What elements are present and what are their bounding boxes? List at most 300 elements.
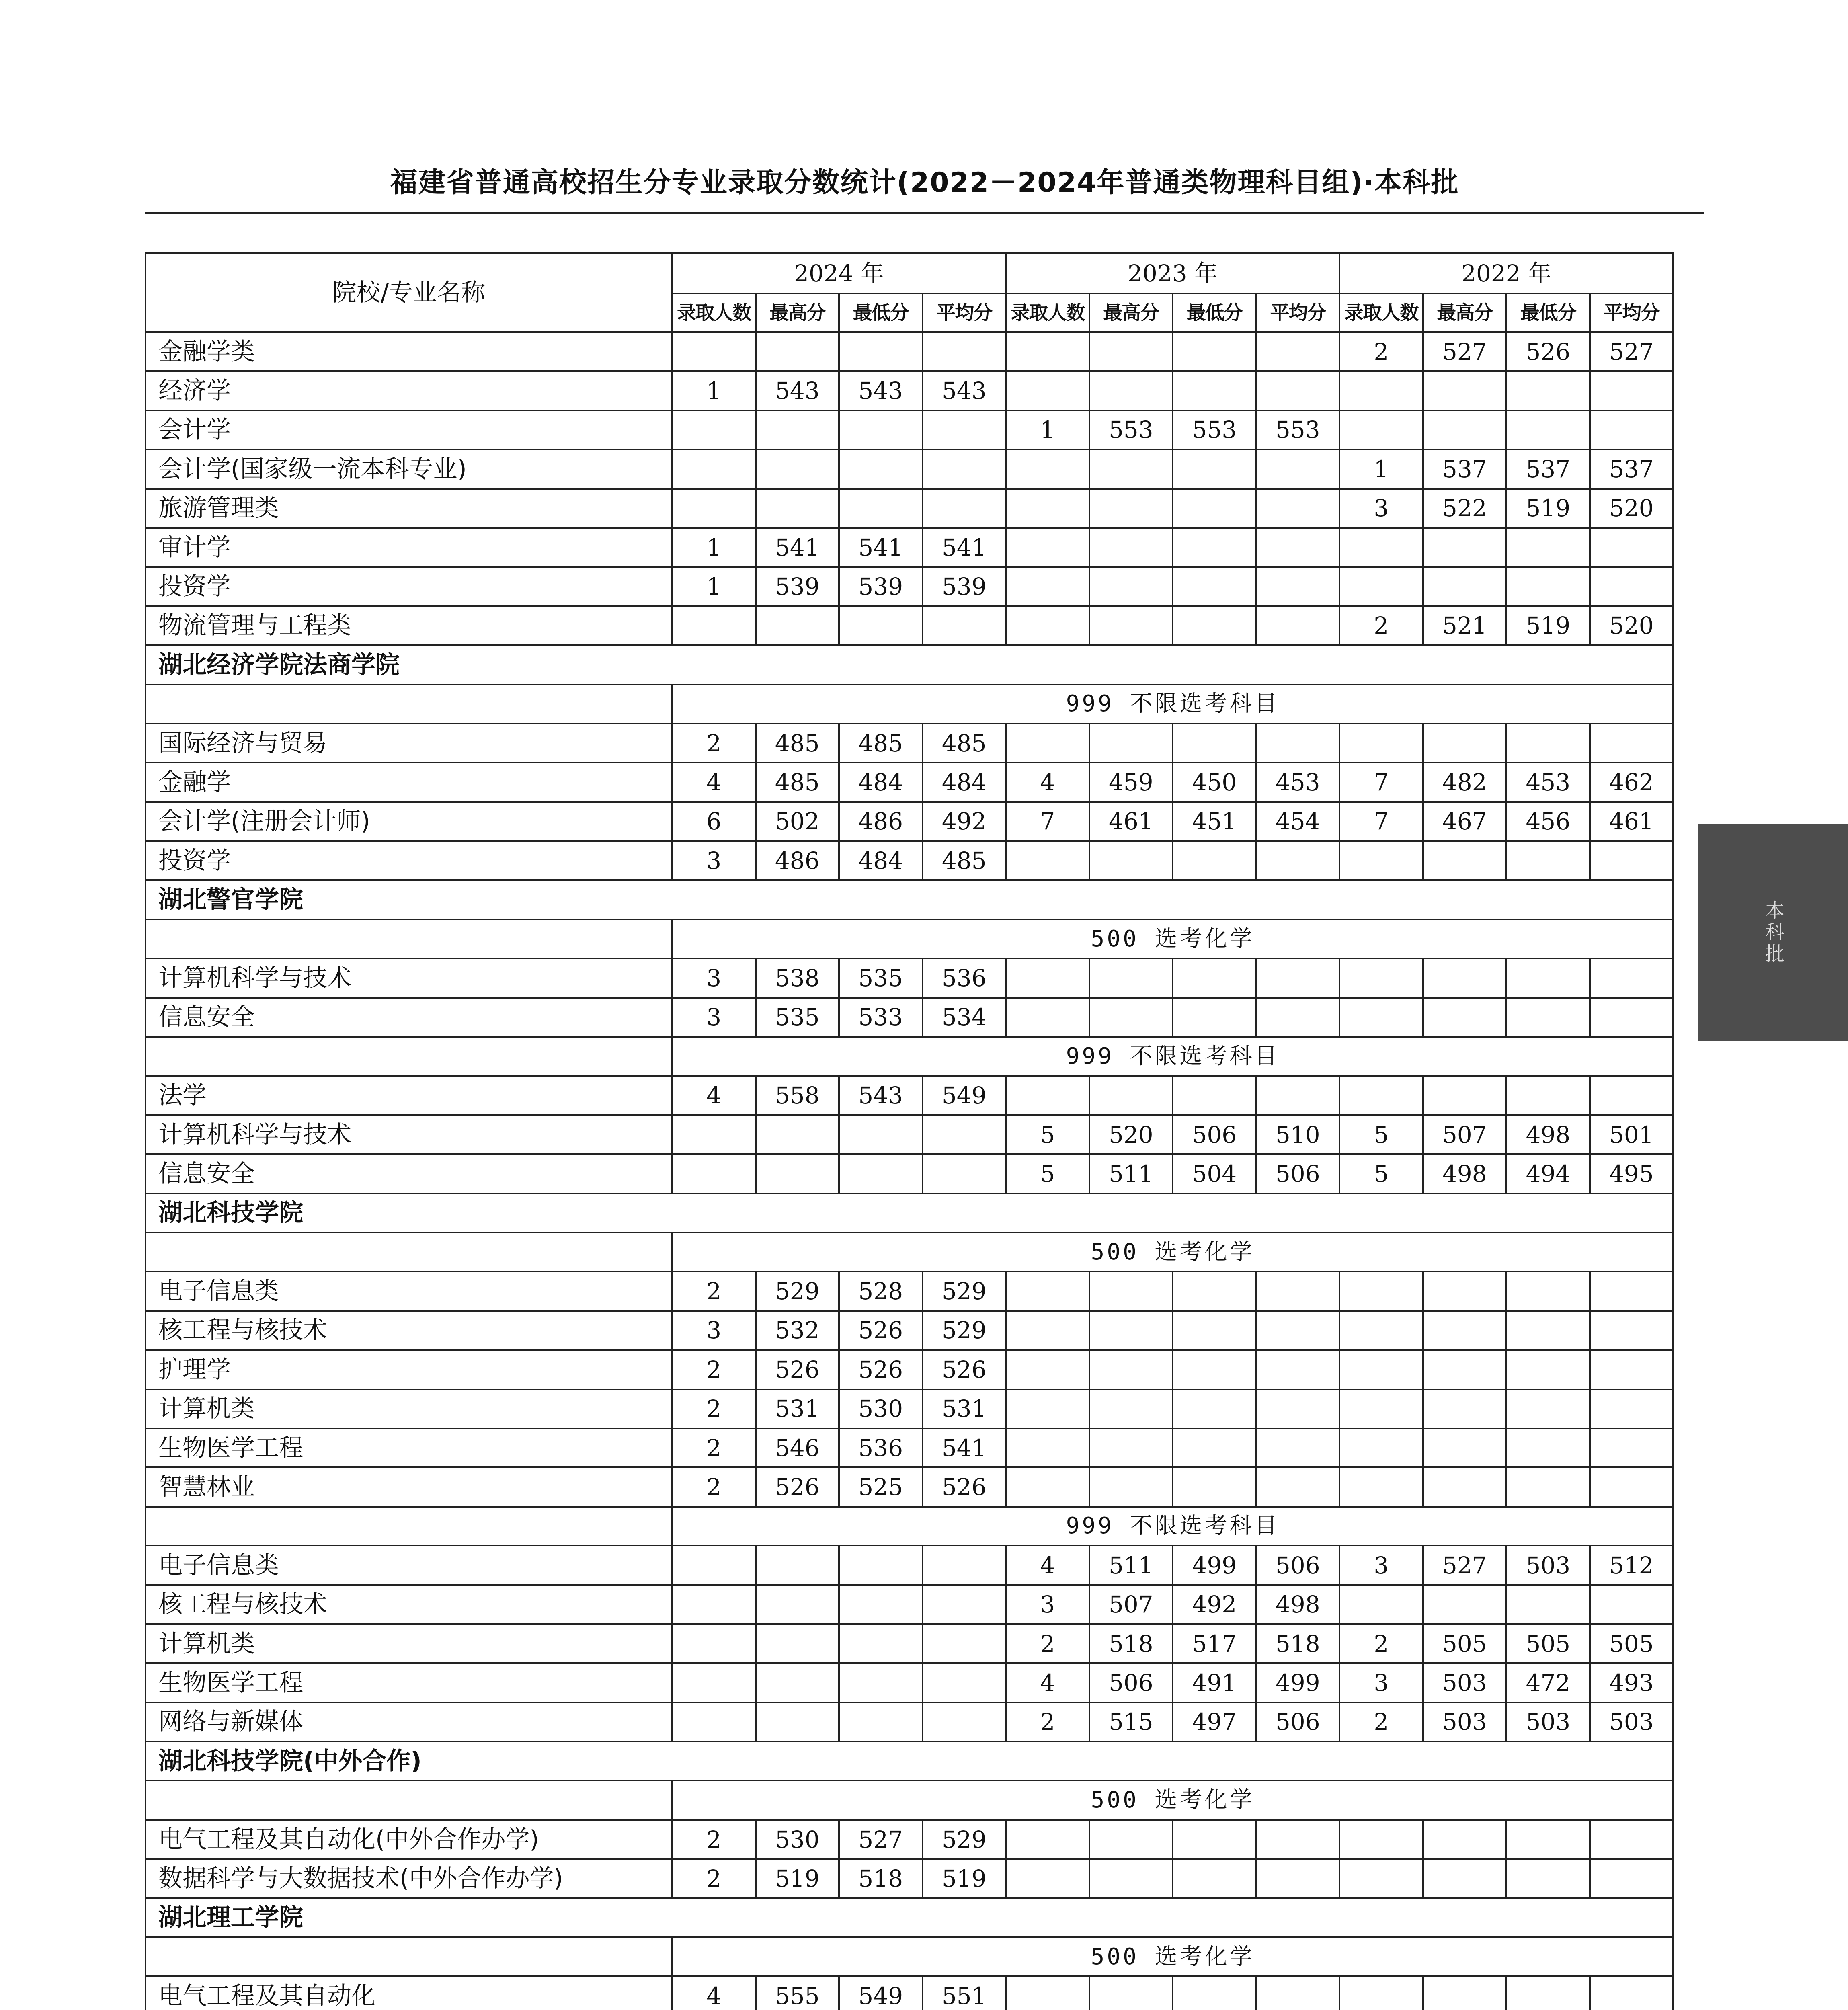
y2024-avg-cell xyxy=(923,1546,1006,1585)
y2023-max-cell xyxy=(1089,489,1173,528)
y2022-avg-cell xyxy=(1590,841,1674,880)
major-name: 网络与新媒体 xyxy=(146,1702,672,1741)
y2022-max-cell xyxy=(1423,1272,1507,1311)
table-row xyxy=(146,371,1673,410)
y2022-max-cell xyxy=(1423,1820,1507,1859)
y2023-avg-cell xyxy=(1256,567,1340,606)
sub-header-admitted: 录取人数 xyxy=(1006,293,1089,332)
subject-requirement-row xyxy=(146,1507,1673,1546)
y2023-max-cell: 511 xyxy=(1089,1154,1173,1193)
y2022-max-cell: 503 xyxy=(1423,1663,1507,1702)
y2024-max-cell xyxy=(756,1154,839,1193)
school-row xyxy=(146,645,1673,684)
y2024-admitted-cell: 3 xyxy=(672,998,756,1037)
y2022-admitted-cell xyxy=(1339,1859,1423,1898)
y2023-max-cell xyxy=(1089,567,1173,606)
y2023-admitted-cell: 1 xyxy=(1006,410,1089,449)
y2024-max-cell: 543 xyxy=(756,371,839,410)
y2023-admitted-cell xyxy=(1006,1311,1089,1350)
sub-header-max: 最高分 xyxy=(756,293,839,332)
y2024-admitted-cell: 2 xyxy=(672,1389,756,1428)
y2024-max-cell: 526 xyxy=(756,1350,839,1389)
y2024-admitted-cell: 2 xyxy=(672,1820,756,1859)
y2024-min-cell xyxy=(839,606,923,645)
y2022-max-cell: 527 xyxy=(1423,1546,1507,1585)
y2024-min-cell: 543 xyxy=(839,1076,923,1115)
y2023-avg-cell: 506 xyxy=(1256,1546,1340,1585)
table-row xyxy=(146,1702,1673,1741)
y2023-max-cell xyxy=(1089,998,1173,1037)
major-name: 审计学 xyxy=(146,528,672,567)
y2023-admitted-cell xyxy=(1006,841,1089,880)
sub-header-admitted: 录取人数 xyxy=(672,293,756,332)
y2023-admitted-cell xyxy=(1006,606,1089,645)
y2024-admitted-cell: 2 xyxy=(672,1272,756,1311)
y2023-avg-cell xyxy=(1256,724,1340,763)
y2023-min-cell xyxy=(1173,1389,1256,1428)
y2024-admitted-cell xyxy=(672,1624,756,1663)
subject-requirement: 500 选考化学 xyxy=(672,919,1673,958)
y2024-admitted-cell: 4 xyxy=(672,1076,756,1115)
y2024-max-cell: 486 xyxy=(756,841,839,880)
y2023-min-cell: 451 xyxy=(1173,802,1256,841)
y2023-max-cell xyxy=(1089,1820,1173,1859)
y2023-avg-cell xyxy=(1256,1467,1340,1506)
y2023-max-cell xyxy=(1089,1976,1173,2010)
y2024-min-cell: 525 xyxy=(839,1467,923,1506)
y2024-avg-cell xyxy=(923,410,1006,449)
y2022-max-cell xyxy=(1423,958,1507,997)
y2023-avg-cell xyxy=(1256,998,1340,1037)
y2024-min-cell xyxy=(839,1663,923,1702)
y2023-min-cell: 491 xyxy=(1173,1663,1256,1702)
table-row xyxy=(146,998,1673,1037)
major-name: 金融学类 xyxy=(146,332,672,371)
subject-requirement: 500 选考化学 xyxy=(672,1780,1673,1819)
y2022-min-cell xyxy=(1506,1272,1590,1311)
y2023-admitted-cell xyxy=(1006,567,1089,606)
y2024-min-cell: 527 xyxy=(839,1820,923,1859)
y2024-min-cell xyxy=(839,1115,923,1154)
y2022-avg-cell xyxy=(1590,371,1674,410)
y2022-avg-cell: 512 xyxy=(1590,1546,1674,1585)
y2022-avg-cell xyxy=(1590,998,1674,1037)
y2022-min-cell xyxy=(1506,528,1590,567)
y2024-avg-cell: 485 xyxy=(923,724,1006,763)
y2023-avg-cell xyxy=(1256,1076,1340,1115)
y2022-max-cell xyxy=(1423,1585,1507,1624)
y2022-min-cell xyxy=(1506,567,1590,606)
y2023-min-cell xyxy=(1173,1467,1256,1506)
y2024-min-cell: 549 xyxy=(839,1976,923,2010)
y2024-avg-cell xyxy=(923,1624,1006,1663)
table-row xyxy=(146,1546,1673,1585)
y2023-admitted-cell xyxy=(1006,1467,1089,1506)
sub-header-min: 最低分 xyxy=(1506,293,1590,332)
table-row xyxy=(146,1624,1673,1663)
y2022-min-cell xyxy=(1506,410,1590,449)
y2024-avg-cell: 526 xyxy=(923,1350,1006,1389)
y2023-admitted-cell xyxy=(1006,1976,1089,2010)
y2024-admitted-cell: 4 xyxy=(672,763,756,802)
subject-requirement: 999 不限选考科目 xyxy=(672,1037,1673,1076)
y2023-min-cell xyxy=(1173,1076,1256,1115)
y2022-min-cell xyxy=(1506,1311,1590,1350)
y2022-max-cell xyxy=(1423,1976,1507,2010)
sub-header-avg: 平均分 xyxy=(1590,293,1674,332)
y2022-admitted-cell xyxy=(1339,1311,1423,1350)
header-rule xyxy=(145,212,1704,214)
major-name: 计算机科学与技术 xyxy=(146,958,672,997)
y2023-avg-cell xyxy=(1256,606,1340,645)
y2024-min-cell: 526 xyxy=(839,1350,923,1389)
y2023-min-cell xyxy=(1173,998,1256,1037)
y2023-avg-cell: 553 xyxy=(1256,410,1340,449)
y2023-max-cell xyxy=(1089,1467,1173,1506)
table-row xyxy=(146,802,1673,841)
y2022-min-cell xyxy=(1506,1859,1590,1898)
y2023-min-cell xyxy=(1173,606,1256,645)
major-name: 信息安全 xyxy=(146,998,672,1037)
y2022-min-cell xyxy=(1506,1428,1590,1467)
table-row xyxy=(146,449,1673,488)
y2023-min-cell xyxy=(1173,528,1256,567)
y2024-max-cell: 535 xyxy=(756,998,839,1037)
y2024-max-cell: 485 xyxy=(756,763,839,802)
y2023-admitted-cell xyxy=(1006,528,1089,567)
subject-requirement-row xyxy=(146,685,1673,724)
y2023-max-cell xyxy=(1089,528,1173,567)
y2023-avg-cell: 499 xyxy=(1256,1663,1340,1702)
y2023-max-cell xyxy=(1089,724,1173,763)
y2024-avg-cell: 551 xyxy=(923,1976,1006,2010)
y2022-avg-cell: 527 xyxy=(1590,332,1674,371)
school-name: 湖北科技学院 xyxy=(146,1194,1673,1233)
major-name: 护理学 xyxy=(146,1350,672,1389)
table-row xyxy=(146,1428,1673,1467)
y2024-admitted-cell xyxy=(672,1585,756,1624)
y2024-avg-cell xyxy=(923,489,1006,528)
y2024-min-cell: 539 xyxy=(839,567,923,606)
y2023-max-cell xyxy=(1089,1428,1173,1467)
y2023-min-cell: 553 xyxy=(1173,410,1256,449)
major-name: 投资学 xyxy=(146,841,672,880)
y2022-max-cell: 505 xyxy=(1423,1624,1507,1663)
y2022-min-cell xyxy=(1506,1389,1590,1428)
y2024-max-cell: 529 xyxy=(756,1272,839,1311)
y2023-admitted-cell: 3 xyxy=(1006,1585,1089,1624)
y2024-avg-cell xyxy=(923,1702,1006,1741)
score-table xyxy=(145,252,1674,2010)
major-name: 计算机类 xyxy=(146,1389,672,1428)
y2024-min-cell xyxy=(839,410,923,449)
table-row xyxy=(146,528,1673,567)
blank-cell xyxy=(146,1507,672,1546)
y2023-avg-cell: 510 xyxy=(1256,1115,1340,1154)
y2022-max-cell xyxy=(1423,1350,1507,1389)
y2022-max-cell xyxy=(1423,998,1507,1037)
y2023-min-cell: 504 xyxy=(1173,1154,1256,1193)
y2022-max-cell xyxy=(1423,371,1507,410)
sub-header-min: 最低分 xyxy=(1173,293,1256,332)
y2023-min-cell: 499 xyxy=(1173,1546,1256,1585)
y2022-avg-cell xyxy=(1590,1820,1674,1859)
y2023-avg-cell xyxy=(1256,1350,1340,1389)
subject-requirement: 999 不限选考科目 xyxy=(672,685,1673,724)
y2024-avg-cell xyxy=(923,1154,1006,1193)
y2023-max-cell: 506 xyxy=(1089,1663,1173,1702)
y2022-admitted-cell: 7 xyxy=(1339,763,1423,802)
y2022-max-cell xyxy=(1423,1467,1507,1506)
y2023-max-cell xyxy=(1089,1311,1173,1350)
y2022-avg-cell xyxy=(1590,1389,1674,1428)
subject-requirement-row xyxy=(146,1233,1673,1272)
y2022-avg-cell: 495 xyxy=(1590,1154,1674,1193)
major-name: 生物医学工程 xyxy=(146,1428,672,1467)
major-name: 数据科学与大数据技术(中外合作办学) xyxy=(146,1859,672,1898)
y2022-avg-cell xyxy=(1590,1467,1674,1506)
y2023-avg-cell: 453 xyxy=(1256,763,1340,802)
school-row xyxy=(146,880,1673,919)
y2023-admitted-cell xyxy=(1006,998,1089,1037)
y2022-min-cell: 519 xyxy=(1506,606,1590,645)
y2024-avg-cell: 529 xyxy=(923,1272,1006,1311)
y2022-max-cell: 522 xyxy=(1423,489,1507,528)
y2024-admitted-cell: 3 xyxy=(672,958,756,997)
y2024-avg-cell: 541 xyxy=(923,528,1006,567)
y2024-min-cell: 528 xyxy=(839,1272,923,1311)
sub-header-min: 最低分 xyxy=(839,293,923,332)
y2023-max-cell: 461 xyxy=(1089,802,1173,841)
y2022-max-cell: 503 xyxy=(1423,1702,1507,1741)
year-header-2024: 2024 年 xyxy=(672,253,1006,293)
blank-cell xyxy=(146,919,672,958)
subject-requirement-row xyxy=(146,1037,1673,1076)
y2023-avg-cell: 506 xyxy=(1256,1154,1340,1193)
table-row xyxy=(146,841,1673,880)
y2023-admitted-cell xyxy=(1006,1076,1089,1115)
y2024-admitted-cell: 1 xyxy=(672,371,756,410)
y2023-min-cell xyxy=(1173,724,1256,763)
y2022-max-cell xyxy=(1423,1311,1507,1350)
major-name: 生物医学工程 xyxy=(146,1663,672,1702)
y2023-min-cell xyxy=(1173,958,1256,997)
y2022-max-cell: 527 xyxy=(1423,332,1507,371)
major-name: 旅游管理类 xyxy=(146,489,672,528)
y2022-min-cell: 519 xyxy=(1506,489,1590,528)
y2022-min-cell: 503 xyxy=(1506,1546,1590,1585)
y2024-avg-cell: 526 xyxy=(923,1467,1006,1506)
y2023-avg-cell xyxy=(1256,1428,1340,1467)
major-name: 智慧林业 xyxy=(146,1467,672,1506)
major-name: 国际经济与贸易 xyxy=(146,724,672,763)
y2024-avg-cell: 529 xyxy=(923,1820,1006,1859)
y2024-max-cell xyxy=(756,1624,839,1663)
table-body xyxy=(146,332,1673,2010)
y2022-min-cell xyxy=(1506,724,1590,763)
school-name: 湖北经济学院法商学院 xyxy=(146,645,1673,684)
y2024-max-cell: 502 xyxy=(756,802,839,841)
y2024-min-cell: 535 xyxy=(839,958,923,997)
y2024-max-cell: 555 xyxy=(756,1976,839,2010)
y2023-min-cell: 497 xyxy=(1173,1702,1256,1741)
table-row xyxy=(146,958,1673,997)
y2023-max-cell: 553 xyxy=(1089,410,1173,449)
y2022-min-cell xyxy=(1506,1350,1590,1389)
table-row xyxy=(146,1663,1673,1702)
y2022-admitted-cell: 5 xyxy=(1339,1115,1423,1154)
y2024-max-cell xyxy=(756,449,839,488)
school-name: 湖北警官学院 xyxy=(146,880,1673,919)
y2024-min-cell: 526 xyxy=(839,1311,923,1350)
table-row xyxy=(146,1272,1673,1311)
y2023-min-cell: 506 xyxy=(1173,1115,1256,1154)
y2022-max-cell xyxy=(1423,567,1507,606)
y2022-avg-cell xyxy=(1590,1311,1674,1350)
y2024-admitted-cell: 3 xyxy=(672,1311,756,1350)
y2023-max-cell xyxy=(1089,1389,1173,1428)
y2023-min-cell xyxy=(1173,449,1256,488)
y2024-min-cell: 485 xyxy=(839,724,923,763)
y2022-min-cell xyxy=(1506,1467,1590,1506)
y2022-admitted-cell: 2 xyxy=(1339,606,1423,645)
y2024-admitted-cell xyxy=(672,1663,756,1702)
blank-cell xyxy=(146,685,672,724)
y2023-min-cell xyxy=(1173,841,1256,880)
table-row xyxy=(146,724,1673,763)
y2022-admitted-cell: 2 xyxy=(1339,1624,1423,1663)
y2022-min-cell xyxy=(1506,371,1590,410)
y2022-min-cell: 537 xyxy=(1506,449,1590,488)
y2023-admitted-cell: 4 xyxy=(1006,1663,1089,1702)
y2024-avg-cell: 484 xyxy=(923,763,1006,802)
major-name: 电气工程及其自动化(中外合作办学) xyxy=(146,1820,672,1859)
y2022-min-cell xyxy=(1506,841,1590,880)
school-row xyxy=(146,1898,1673,1937)
y2022-avg-cell xyxy=(1590,958,1674,997)
y2023-min-cell: 492 xyxy=(1173,1585,1256,1624)
y2023-min-cell xyxy=(1173,1859,1256,1898)
table-row xyxy=(146,489,1673,528)
y2022-admitted-cell: 3 xyxy=(1339,1546,1423,1585)
y2022-admitted-cell xyxy=(1339,1428,1423,1467)
y2022-admitted-cell xyxy=(1339,724,1423,763)
subject-requirement-row xyxy=(146,1937,1673,1976)
table-row xyxy=(146,1389,1673,1428)
y2022-admitted-cell xyxy=(1339,1076,1423,1115)
y2022-admitted-cell xyxy=(1339,1350,1423,1389)
y2024-min-cell xyxy=(839,449,923,488)
major-name: 计算机科学与技术 xyxy=(146,1115,672,1154)
y2022-min-cell: 526 xyxy=(1506,332,1590,371)
y2024-max-cell: 541 xyxy=(756,528,839,567)
y2022-max-cell xyxy=(1423,724,1507,763)
y2022-admitted-cell: 2 xyxy=(1339,1702,1423,1741)
y2022-admitted-cell xyxy=(1339,1976,1423,2010)
y2023-avg-cell: 498 xyxy=(1256,1585,1340,1624)
y2024-admitted-cell: 3 xyxy=(672,841,756,880)
y2023-admitted-cell: 2 xyxy=(1006,1702,1089,1741)
y2022-admitted-cell: 3 xyxy=(1339,1663,1423,1702)
table-row xyxy=(146,410,1673,449)
y2023-avg-cell: 454 xyxy=(1256,802,1340,841)
y2024-avg-cell: 529 xyxy=(923,1311,1006,1350)
y2023-admitted-cell: 5 xyxy=(1006,1115,1089,1154)
y2022-admitted-cell xyxy=(1339,567,1423,606)
y2024-avg-cell xyxy=(923,606,1006,645)
y2024-avg-cell: 549 xyxy=(923,1076,1006,1115)
y2024-min-cell: 543 xyxy=(839,371,923,410)
year-header-2023: 2023 年 xyxy=(1006,253,1339,293)
y2024-max-cell: 539 xyxy=(756,567,839,606)
y2022-admitted-cell xyxy=(1339,1389,1423,1428)
y2022-avg-cell xyxy=(1590,1428,1674,1467)
major-name: 核工程与核技术 xyxy=(146,1585,672,1624)
major-name: 会计学 xyxy=(146,410,672,449)
table-row xyxy=(146,1115,1673,1154)
sub-header-avg: 平均分 xyxy=(923,293,1006,332)
y2023-max-cell xyxy=(1089,449,1173,488)
y2023-min-cell xyxy=(1173,1350,1256,1389)
sub-header-admitted: 录取人数 xyxy=(1339,293,1423,332)
y2024-max-cell xyxy=(756,1663,839,1702)
subject-requirement: 500 选考化学 xyxy=(672,1233,1673,1272)
table-row xyxy=(146,1585,1673,1624)
y2024-admitted-cell xyxy=(672,606,756,645)
y2022-avg-cell xyxy=(1590,724,1674,763)
y2022-min-cell: 505 xyxy=(1506,1624,1590,1663)
y2023-min-cell xyxy=(1173,567,1256,606)
y2022-admitted-cell xyxy=(1339,958,1423,997)
y2024-max-cell: 485 xyxy=(756,724,839,763)
major-name: 投资学 xyxy=(146,567,672,606)
y2024-min-cell: 536 xyxy=(839,1428,923,1467)
y2022-max-cell xyxy=(1423,841,1507,880)
y2023-admitted-cell: 4 xyxy=(1006,763,1089,802)
y2023-max-cell: 515 xyxy=(1089,1702,1173,1741)
y2022-min-cell: 456 xyxy=(1506,802,1590,841)
table-row xyxy=(146,1859,1673,1898)
table-row xyxy=(146,332,1673,371)
sub-header-avg: 平均分 xyxy=(1256,293,1340,332)
y2024-max-cell: 531 xyxy=(756,1389,839,1428)
major-name: 会计学(注册会计师) xyxy=(146,802,672,841)
y2022-avg-cell xyxy=(1590,1585,1674,1624)
y2024-admitted-cell xyxy=(672,410,756,449)
y2023-min-cell xyxy=(1173,1820,1256,1859)
y2024-min-cell: 541 xyxy=(839,528,923,567)
y2023-avg-cell: 506 xyxy=(1256,1702,1340,1741)
y2022-max-cell xyxy=(1423,528,1507,567)
major-name: 计算机类 xyxy=(146,1624,672,1663)
y2023-admitted-cell xyxy=(1006,1389,1089,1428)
y2023-avg-cell xyxy=(1256,332,1340,371)
y2023-max-cell xyxy=(1089,1859,1173,1898)
subject-requirement: 999 不限选考科目 xyxy=(672,1507,1673,1546)
y2023-admitted-cell: 4 xyxy=(1006,1546,1089,1585)
y2024-min-cell: 530 xyxy=(839,1389,923,1428)
y2024-avg-cell: 531 xyxy=(923,1389,1006,1428)
table-row xyxy=(146,1350,1673,1389)
y2023-admitted-cell xyxy=(1006,332,1089,371)
y2024-max-cell xyxy=(756,1115,839,1154)
major-name: 金融学 xyxy=(146,763,672,802)
y2023-admitted-cell xyxy=(1006,958,1089,997)
y2023-min-cell xyxy=(1173,1428,1256,1467)
y2022-admitted-cell: 2 xyxy=(1339,332,1423,371)
y2024-min-cell: 484 xyxy=(839,841,923,880)
y2022-avg-cell: 461 xyxy=(1590,802,1674,841)
